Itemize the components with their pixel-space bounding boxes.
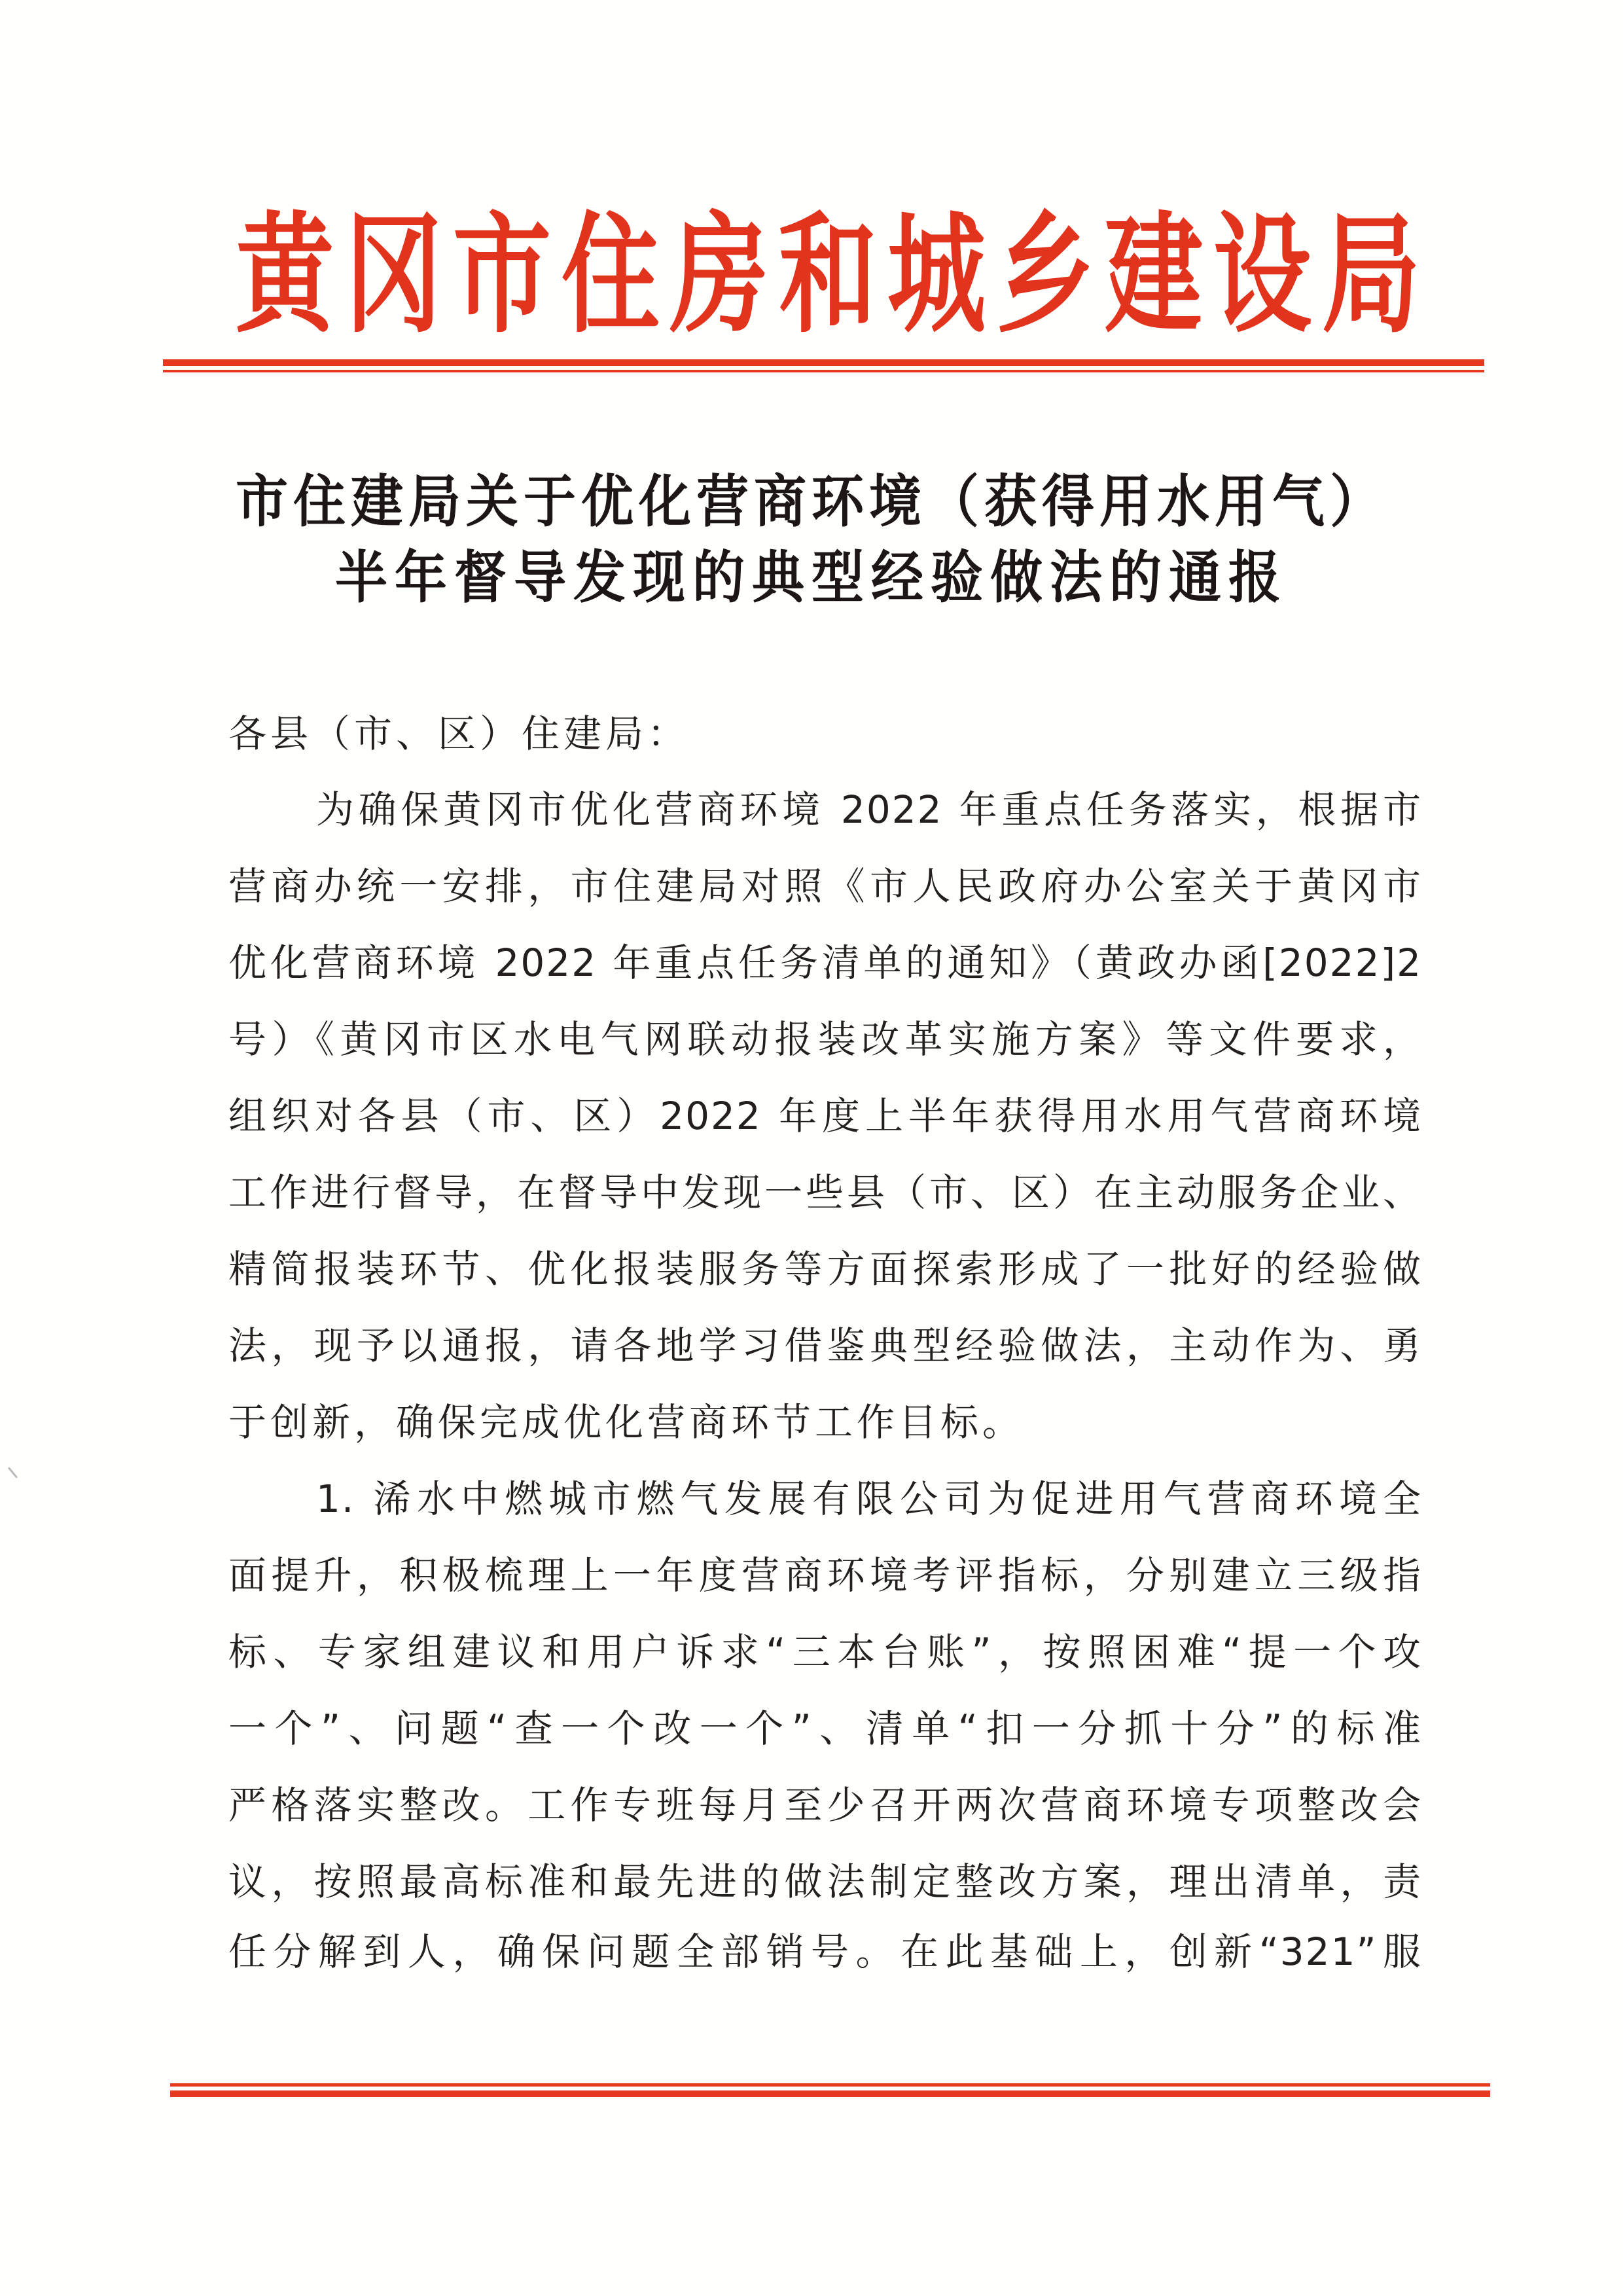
masthead-char: 建 <box>1105 198 1204 351</box>
paragraph-line: 营商办统一安排，市住建局对照《市人民政府办公室关于黄冈市 <box>228 864 1422 908</box>
footer-rule-thin <box>170 2083 1490 2087</box>
paragraph-line: 组织对各县（市、区）2022 年度上半年获得用水用气营商环境 <box>228 1094 1422 1138</box>
masthead-rule-thin <box>163 370 1484 372</box>
footer-rule-thick <box>170 2090 1490 2097</box>
paragraph-line: 优化营商环境 2022 年重点任务清单的通知》（黄政办函[2022]2 <box>228 941 1422 985</box>
paragraph-line: 1. 浠水中燃城市燃气发展有限公司为促进用气营商环境全 <box>316 1477 1422 1521</box>
masthead-char: 黄 <box>236 198 334 351</box>
document-title-line-2: 半年督导发现的典型经验做法的通报 <box>335 544 1288 611</box>
masthead-title <box>236 196 1420 353</box>
masthead-char: 市 <box>453 198 552 351</box>
masthead-char: 住 <box>562 198 660 351</box>
paragraph-line: 标、专家组建议和用户诉求“三本台账”，按照困难“提一个攻 <box>228 1630 1422 1674</box>
paragraph-line: 议，按照最高标准和最先进的做法制定整改方案，理出清单，责 <box>228 1859 1422 1904</box>
salutation: 各县（市、区）住建局： <box>228 711 690 756</box>
masthead-char: 局 <box>1322 198 1421 351</box>
masthead-char: 房 <box>670 198 769 351</box>
scan-artifact <box>8 1467 18 1478</box>
masthead-char: 设 <box>1213 198 1312 351</box>
masthead-rule-thick <box>163 359 1484 366</box>
paragraph-line: 面提升，积极梳理上一年度营商环境考评指标，分别建立三级指 <box>228 1553 1422 1598</box>
masthead-char: 和 <box>779 198 878 351</box>
paragraph-line: 工作进行督导，在督导中发现一些县（市、区）在主动服务企业、 <box>228 1170 1422 1215</box>
document-title-line-1: 市住建局关于优化营商环境（获得用水用气） <box>236 468 1387 535</box>
masthead-char: 城 <box>887 198 986 351</box>
paragraph-line: 为确保黄冈市优化营商环境 2022 年重点任务落实，根据市 <box>316 787 1422 832</box>
paragraph-line: 于创新，确保完成优化营商环节工作目标。 <box>228 1400 1025 1444</box>
paragraph-line: 号）《黄冈市区水电气网联动报装改革实施方案》等文件要求， <box>228 1017 1422 1062</box>
paragraph-line: 一个”、问题“查一个改一个”、清单“扣一分抓十分”的标准 <box>228 1706 1422 1751</box>
paragraph-line: 任分解到人，确保问题全部销号。在此基础上，创新“321”服 <box>228 1929 1422 1974</box>
paragraph-line: 法，现予以通报，请各地学习借鉴典型经验做法，主动作为、勇 <box>228 1323 1422 1368</box>
paragraph-line: 严格落实整改。工作专班每月至少召开两次营商环境专项整改会 <box>228 1783 1422 1827</box>
paragraph-line: 精简报装环节、优化报装服务等方面探索形成了一批好的经验做 <box>228 1247 1422 1291</box>
masthead-char: 冈 <box>344 198 443 351</box>
masthead-char: 乡 <box>996 198 1095 351</box>
